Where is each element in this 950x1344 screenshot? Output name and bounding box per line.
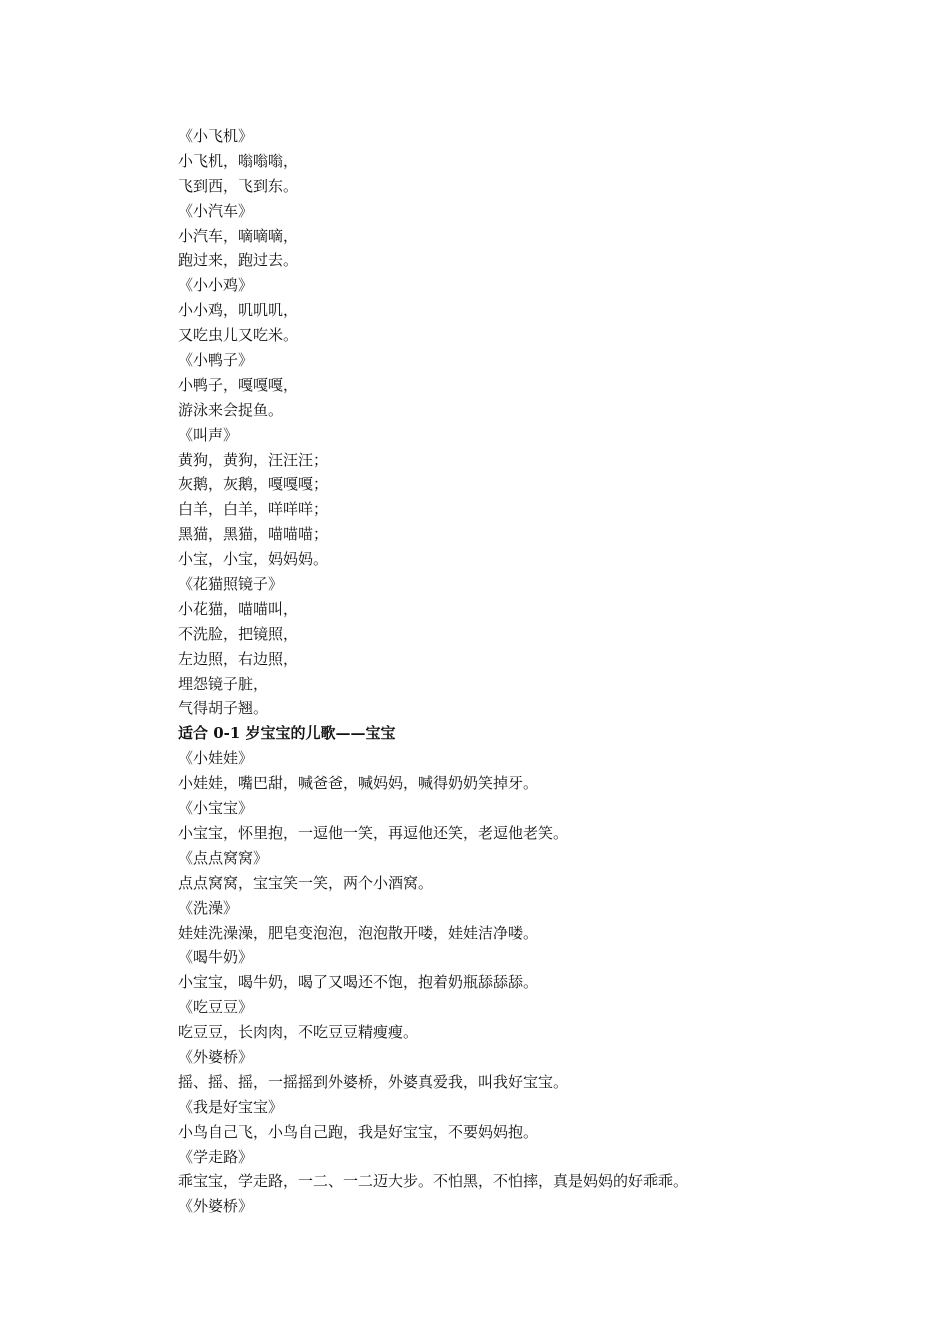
verse-line: 又吃虫儿又吃米。	[178, 326, 299, 345]
verse-line: 飞到西，飞到东。	[178, 176, 299, 195]
verse-line: 点点窝窝，宝宝笑一笑，两个小酒窝。	[178, 873, 434, 892]
verse-line: 左边照，右边照，	[178, 649, 299, 668]
poem-title: 《我是好宝宝》	[178, 1097, 284, 1116]
poem-title: 《洗澡》	[178, 898, 239, 917]
poem-title: 《吃豆豆》	[178, 998, 254, 1017]
verse-line: 白羊，白羊，咩咩咩；	[178, 500, 329, 519]
verse-line: 黑猫，黑猫，喵喵喵；	[178, 525, 329, 544]
poem-title: 《小飞机》	[178, 127, 254, 145]
verse-line: 娃娃洗澡澡，肥皂变泡泡，泡泡散开喽，娃娃洁净喽。	[178, 923, 539, 942]
poem-title: 《花猫照镜子》	[178, 575, 284, 594]
verse-line: 小宝宝，怀里抱，一逗他一笑，再逗他还笑，老逗他老笑。	[178, 823, 569, 842]
verse-line: 摇、摇、摇，一摇摇到外婆桥，外婆真爱我，叫我好宝宝。	[178, 1072, 569, 1091]
poem-title: 《小宝宝》	[178, 799, 254, 818]
verse-line: 游泳来会捉鱼。	[178, 400, 284, 419]
poem-title: 《小小鸡》	[178, 276, 254, 295]
verse-line: 灰鹅，灰鹅，嘎嘎嘎；	[178, 475, 329, 494]
verse-line: 气得胡子翘。	[178, 699, 269, 718]
verse-line: 小宝宝，喝牛奶，喝了又喝还不饱，抱着奶瓶舔舔舔。	[178, 973, 539, 992]
verse-line: 小鸭子，嘎嘎嘎，	[178, 375, 299, 394]
verse-line: 小花猫，喵喵叫，	[178, 599, 299, 618]
verse-line: 小娃娃，嘴巴甜，喊爸爸，喊妈妈，喊得奶奶笑掉牙。	[178, 774, 539, 793]
poem-title: 《学走路》	[178, 1147, 254, 1166]
poem-title: 《小汽车》	[178, 201, 254, 220]
poem-title: 《点点窝窝》	[178, 848, 269, 867]
poem-title: 《外婆桥》	[178, 1197, 254, 1216]
verse-line: 黄狗，黄狗，汪汪汪；	[178, 450, 329, 469]
verse-line: 不洗脸，把镜照，	[178, 624, 299, 643]
verse-line: 小汽车，嘀嘀嘀，	[178, 226, 299, 245]
poem-title: 《叫声》	[178, 425, 239, 444]
poem-title: 《外婆桥》	[178, 1047, 254, 1066]
verse-line: 小飞机，嗡嗡嗡，	[178, 151, 299, 170]
verse-line: 小鸟自己飞，小鸟自己跑，我是好宝宝，不要妈妈抱。	[178, 1122, 539, 1141]
verse-line: 小宝，小宝，妈妈妈。	[178, 550, 329, 569]
poem-title: 《喝牛奶》	[178, 948, 254, 967]
verse-line: 小小鸡，叽叽叽，	[178, 301, 299, 320]
poem-title: 《小鸭子》	[178, 351, 254, 370]
poem-title: 《小娃娃》	[178, 749, 254, 768]
verse-line: 吃豆豆，长肉肉，不吃豆豆精瘦瘦。	[178, 1023, 419, 1042]
verse-line: 乖宝宝，学走路，一二、一二迈大步。不怕黑，不怕摔，真是妈妈的好乖乖。	[178, 1172, 689, 1191]
document-body	[178, 124, 878, 1219]
verse-line: 埋怨镜子脏，	[178, 674, 269, 693]
section-heading: 适合 0-1 岁宝宝的儿歌——宝宝	[178, 724, 396, 743]
verse-line: 跑过来，跑过去。	[178, 251, 299, 270]
